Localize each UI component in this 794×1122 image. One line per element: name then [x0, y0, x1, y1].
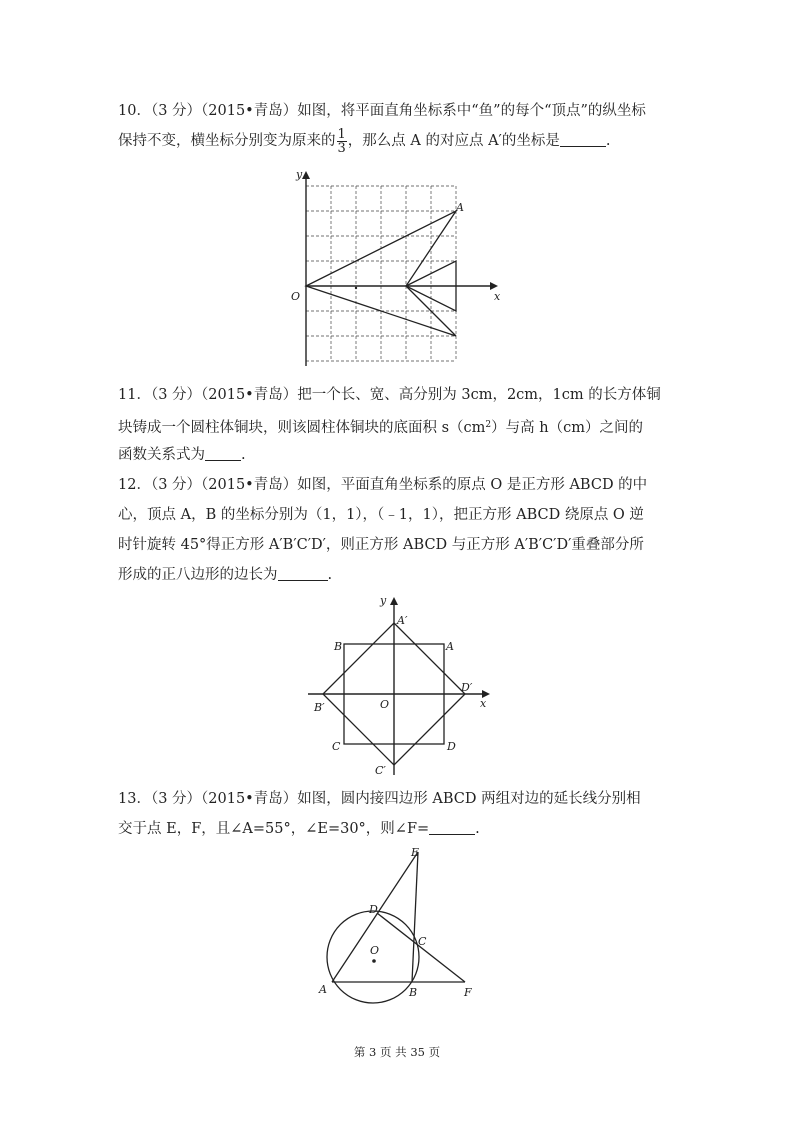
- quadrilateral-lines: [332, 852, 465, 982]
- question-10: [118, 96, 678, 156]
- question-13-end: .: [475, 821, 480, 837]
- question-13-line-1: 13．（3 分）（2015•青岛）如图，圆内接四边形 ABCD 两组对边的延长线分别相: [118, 791, 641, 807]
- question-11-line-3: [118, 440, 678, 470]
- question-12: [118, 470, 678, 590]
- fig13-label-E: E: [411, 846, 420, 859]
- superscript: 2: [485, 420, 492, 430]
- fig13-label-D: D: [369, 903, 378, 916]
- fig12-label-B-prime: B′: [314, 701, 325, 714]
- fig12-label-B: B: [334, 640, 343, 653]
- question-10-end: .: [605, 133, 611, 149]
- question-11-line-2: [118, 410, 678, 440]
- question-11-text-a: 块铸成一个圆柱体铜块，则该圆柱体铜块的底面积 s（cm: [118, 420, 486, 436]
- fig12-label-A: A: [446, 640, 454, 653]
- question-10-line-2: [118, 126, 678, 156]
- fig12-label-D-prime: D′: [461, 681, 473, 694]
- question-11: [118, 380, 678, 470]
- fig13-label-A: A: [319, 983, 327, 996]
- fig12-label-O: O: [380, 698, 390, 711]
- question-11-text-c: 函数关系式为: [118, 447, 205, 463]
- y-axis-arrow: [390, 597, 398, 605]
- page-footer: 第 3 页 共 35 页: [353, 1045, 441, 1059]
- fig12-label-A-prime: A′: [397, 614, 408, 627]
- question-13: [118, 784, 678, 844]
- center-point-O: [372, 959, 376, 963]
- fig12-label-D: D: [447, 740, 456, 753]
- question-13-line-2: [118, 814, 678, 844]
- fig13-label-O: O: [370, 944, 380, 957]
- question-10-line-1: 10．（3 分）（2015•青岛）如图，将平面直角坐标系中“鱼”的每个“顶点”的纵坐标: [118, 103, 646, 119]
- answer-blank-11[interactable]: [205, 444, 241, 461]
- answer-blank-13[interactable]: [429, 818, 475, 835]
- question-13-text-b: 交于点 E，F，且∠A=55°，∠E=30°，则∠F=: [118, 821, 430, 837]
- question-12-line-4: [118, 560, 678, 590]
- tick-point: [355, 287, 357, 289]
- fig12-label-y: y: [380, 594, 387, 607]
- fraction: [337, 128, 347, 155]
- rotated-squares-figure: [300, 590, 500, 780]
- fig12-label-C: C: [332, 740, 341, 753]
- fraction-numerator: 1: [337, 126, 346, 142]
- question-12-text-d: 形成的正八边形的边长为: [118, 567, 278, 583]
- fish-grid-figure: [288, 166, 508, 376]
- question-12-line-2: 心，顶点 A，B 的坐标分别为（1，1），（﹣1，1），把正方形 ABCD 绕原点 O 逆: [118, 507, 644, 523]
- question-11-end: .: [241, 447, 246, 463]
- fig12-label-x: x: [480, 697, 487, 710]
- y-axis-arrow: [302, 171, 310, 179]
- answer-blank-10[interactable]: [560, 130, 606, 147]
- question-11-line-1: 11．（3 分）（2015•青岛）把一个长、宽、高分别为 3cm，2cm，1cm 的长方体铜: [118, 387, 661, 403]
- fig13-label-B: B: [409, 986, 418, 999]
- fig10-label-x: x: [494, 290, 501, 303]
- fig10-label-O: O: [291, 290, 301, 303]
- fig10-label-A: A: [456, 201, 464, 214]
- question-11-text-b: ）与高 h（cm）之间的: [491, 420, 643, 436]
- answer-blank-12[interactable]: [278, 564, 328, 581]
- fig13-label-F: F: [464, 986, 472, 999]
- fraction-denominator: 3: [337, 140, 346, 156]
- grid-lines: [306, 186, 456, 361]
- cyclic-quadrilateral-figure: [310, 842, 510, 1012]
- question-12-end: .: [327, 567, 333, 583]
- question-10-text-b: ，那么点 A 的对应点 A′的坐标是: [347, 133, 560, 149]
- fig13-label-C: C: [418, 935, 427, 948]
- question-12-line-1: 12．（3 分）（2015•青岛）如图，平面直角坐标系的原点 O 是正方形 ABCD 的中: [118, 477, 648, 493]
- circle-O: [327, 911, 419, 1003]
- x-axis-arrow: [490, 282, 498, 290]
- fig12-label-C-prime: C′: [375, 764, 386, 777]
- question-10-text-a: 保持不变，横坐标分别变为原来的: [118, 133, 336, 149]
- question-12-line-3: 时针旋转 45°得正方形 A′B′C′D′，则正方形 ABCD 与正方形 A′B′C′D′重叠部分所: [118, 537, 644, 553]
- fig10-label-y: y: [296, 168, 303, 181]
